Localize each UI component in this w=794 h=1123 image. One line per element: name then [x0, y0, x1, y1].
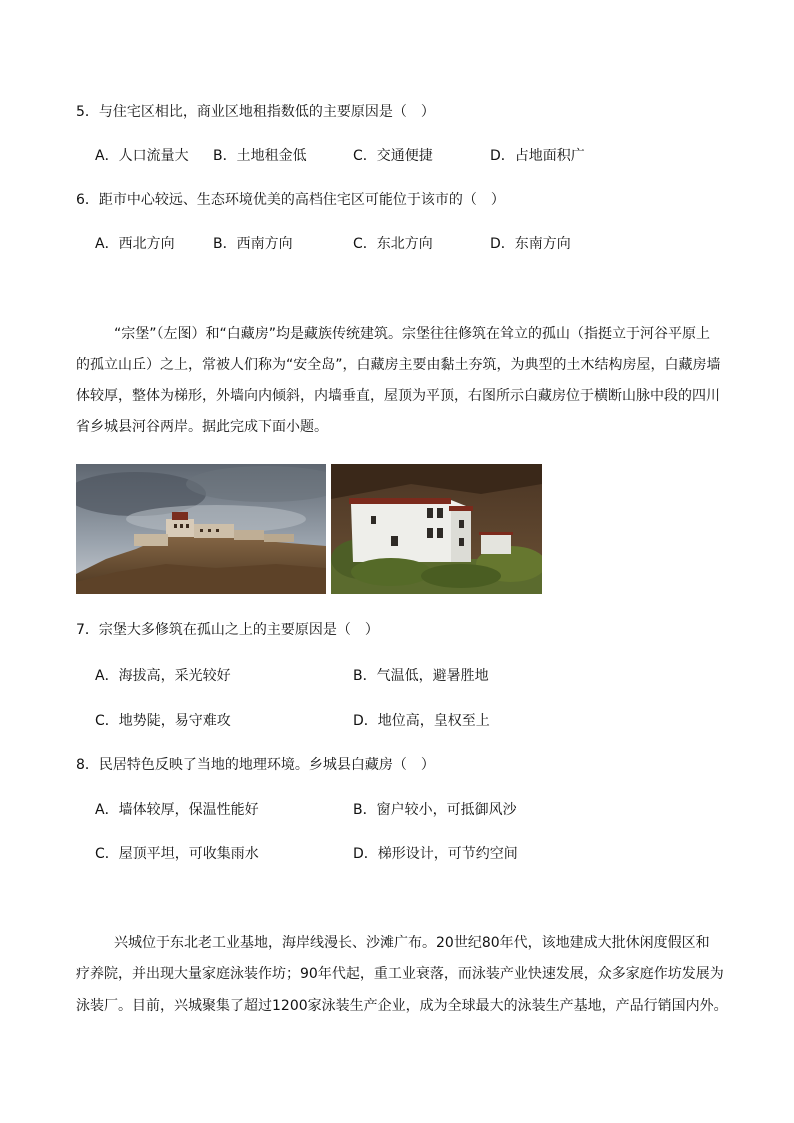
question-5-option-c: C．交通便捷 [353, 148, 433, 164]
question-8-option-d: D．梯形设计，可节约空间 [353, 846, 518, 862]
question-5-option-d: D．占地面积广 [490, 148, 585, 164]
passage-3-line-2: 疗养院，并出现大量家庭泳装作坊；90年代起，重工业衰落，而泳装产业快速发展，众多家庭作坊发展为 [76, 966, 724, 982]
question-7-option-d: D．地位高，皇权至上 [353, 713, 490, 729]
passage-2-line-1: “宗堡”（左图）和“白藏房”均是藏族传统建筑。宗堡往往修筑在耸立的孤山（指挺立于河谷平原上 [114, 326, 711, 342]
question-6-option-d: D．东南方向 [490, 236, 571, 252]
passage-2-line-2: 的孤立山丘）之上，常被人们称为“安全岛”，白藏房主要由黏土夯筑，为典型的土木结构房屋，白藏房墙 [76, 357, 721, 373]
question-5-option-a: A．人口流量大 [95, 148, 189, 164]
question-8-option-a: A．墙体较厚，保温性能好 [95, 802, 259, 818]
question-7-option-b: B．气温低，避暑胜地 [353, 668, 489, 684]
question-8-option-b: B．窗户较小，可抵御风沙 [353, 802, 517, 818]
question-6-option-b: B．西南方向 [213, 236, 293, 252]
question-7-stem: 7．宗堡大多修筑在孤山之上的主要原因是（ ） [76, 622, 379, 638]
question-5-stem: 5．与住宅区相比，商业区地租指数低的主要原因是（ ） [76, 104, 435, 120]
question-7-option-c: C．地势陡，易守难攻 [95, 713, 231, 729]
question-6-option-c: C．东北方向 [353, 236, 433, 252]
white-tibetan-house-photo [331, 464, 542, 594]
question-6-stem: 6．距市中心较远、生态环境优美的高档住宅区可能位于该市的（ ） [76, 192, 505, 208]
passage-3-line-1: 兴城位于东北老工业基地，海岸线漫长、沙滩广布。20世纪80年代，该地建成大批休闲度假区和 [114, 935, 710, 951]
zongbao-fortress-photo [76, 464, 326, 594]
question-8-option-c: C．屋顶平坦，可收集雨水 [95, 846, 259, 862]
passage-2-line-3: 体较厚，整体为梯形，外墙向内倾斜，内墙垂直，屋顶为平顶，右图所示白藏房位于横断山脉中段的四川 [76, 388, 720, 404]
question-6-option-a: A．西北方向 [95, 236, 175, 252]
question-7-option-a: A．海拔高，采光较好 [95, 668, 231, 684]
question-8-stem: 8．民居特色反映了当地的地理环境。乡城县白藏房（ ） [76, 757, 435, 773]
passage-2-line-4: 省乡城县河谷两岸。据此完成下面小题。 [76, 419, 328, 435]
passage-3-line-3: 泳装厂。目前，兴城聚集了超过1200家泳装生产企业，成为全球最大的泳装生产基地，产品行销国内外。 [76, 998, 728, 1014]
question-5-option-b: B．土地租金低 [213, 148, 307, 164]
